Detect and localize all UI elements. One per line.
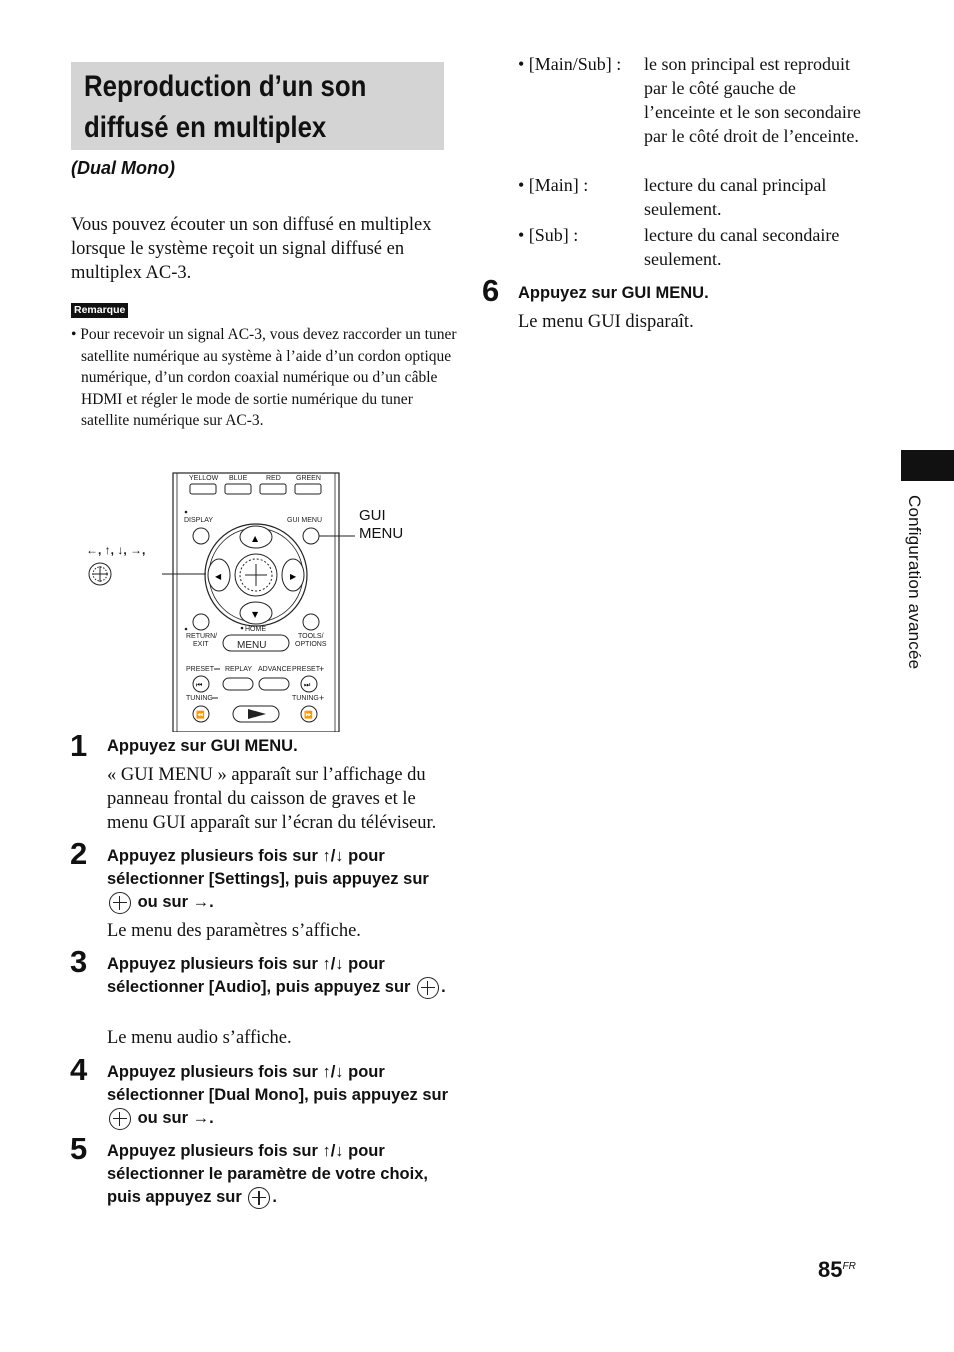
svg-text:⏩: ⏩ bbox=[304, 711, 313, 719]
menu-label: MENU bbox=[237, 640, 267, 651]
exit-label: EXIT bbox=[193, 641, 209, 648]
step-5-number: 5 bbox=[70, 1131, 88, 1166]
yellow-label: YELLOW bbox=[189, 475, 219, 482]
gui-menu-label: GUI MENU bbox=[287, 517, 322, 524]
gui-callout-1: GUI bbox=[359, 507, 386, 524]
subtitle: (Dual Mono) bbox=[71, 158, 175, 178]
section-tab-label: Configuration avancée bbox=[905, 495, 924, 670]
step-2-text: Le menu des paramètres s’affiche. bbox=[107, 921, 361, 941]
red-label: RED bbox=[266, 475, 281, 482]
svg-text:▶: ▶ bbox=[290, 572, 297, 581]
green-label: GREEN bbox=[296, 475, 321, 482]
enter-pad-icon bbox=[417, 977, 439, 999]
tuning-minus-label: TUNING bbox=[186, 695, 213, 702]
page-number: $85^{FR}$ bbox=[818, 1257, 856, 1282]
option-main-key: • [Main] : bbox=[518, 175, 589, 195]
preset-minus-label: PRESET bbox=[186, 666, 215, 673]
title-box bbox=[71, 62, 444, 150]
step-4-heading: Appuyez plusieurs fois sur ↑/↓ pour sélectionner [Dual Mono], puis appuyez sur ou sur →. bbox=[107, 1061, 452, 1130]
return-button bbox=[193, 614, 209, 630]
svg-text:◀: ◀ bbox=[215, 572, 222, 581]
display-label: DISPLAY bbox=[184, 517, 214, 524]
step-4-number: 4 bbox=[70, 1052, 88, 1087]
preset-plus-label: PRESET bbox=[292, 666, 321, 673]
option-main-desc: lecture du canal principal seulement. bbox=[644, 175, 827, 219]
option-sub-key: • [Sub] : bbox=[518, 225, 579, 245]
page-title: Reproduction d’un son diffusé en multiplex bbox=[84, 70, 367, 144]
gui-menu-button bbox=[303, 528, 319, 544]
red-button bbox=[260, 484, 286, 494]
step-2-heading: Appuyez plusieurs fois sur ↑/↓ pour sélectionner [Settings], puis appuyez sur ou sur →. bbox=[107, 845, 452, 914]
enter-pad-icon bbox=[248, 1187, 270, 1209]
step-1-heading: Appuyez sur GUI MENU. bbox=[107, 737, 298, 755]
svg-text:⏮: ⏮ bbox=[196, 681, 203, 689]
step-1-text: « GUI MENU » apparaît sur l’affichage du panneau frontal du caisson de graves et le menu GUI apparaît sur l’écran du téléviseur. bbox=[107, 765, 437, 833]
replay-label: REPLAY bbox=[225, 666, 253, 673]
gui-callout-2: MENU bbox=[359, 525, 404, 542]
step-1-number: 1 bbox=[70, 728, 88, 763]
svg-text:⏭: ⏭ bbox=[304, 681, 311, 689]
tuning-plus-label: TUNING bbox=[292, 695, 319, 702]
step-3-text: Le menu audio s’affiche. bbox=[107, 1028, 292, 1048]
step-6-heading: Appuyez sur GUI MENU. bbox=[518, 284, 709, 302]
advance-label: ADVANCE bbox=[258, 666, 292, 673]
step-6-text: Le menu GUI disparaît. bbox=[518, 312, 694, 332]
replay-button bbox=[223, 678, 253, 690]
step-3-number: 3 bbox=[70, 944, 88, 979]
step-3-heading: Appuyez plusieurs fois sur ↑/↓ pour sélectionner [Audio], puis appuyez sur . bbox=[107, 953, 452, 999]
arrow-keys-callout: ←, ↑, ↓, →, bbox=[86, 543, 146, 557]
svg-text:+: + bbox=[319, 693, 325, 703]
svg-text:▲: ▲ bbox=[252, 534, 259, 543]
blue-button bbox=[225, 484, 251, 494]
step-6-number: 6 bbox=[482, 273, 500, 308]
option-main-sub-desc: le son principal est reproduit par le côté gauche de l’enceinte et le son secondaire par le côté droit de l’enceinte. bbox=[644, 54, 861, 146]
blue-label: BLUE bbox=[229, 475, 248, 482]
svg-text:+: + bbox=[319, 664, 325, 674]
step-5-heading: Appuyez plusieurs fois sur ↑/↓ pour sélectionner le paramètre de votre choix, puis appuyez sur . bbox=[107, 1140, 452, 1209]
svg-text:▼: ▼ bbox=[252, 610, 259, 619]
options-label: OPTIONS bbox=[295, 641, 327, 648]
option-main-sub-key: • [Main/Sub] : bbox=[518, 54, 622, 74]
option-sub-desc: lecture du canal secondaire seulement. bbox=[644, 225, 840, 269]
intro-paragraph: Vous pouvez écouter un son diffusé en multiplex lorsque le système reçoit un signal diffusé en multiplex AC-3. bbox=[71, 215, 432, 283]
remarque-label: Remarque bbox=[71, 303, 128, 318]
note-text: • Pour recevoir un signal AC-3, vous devez raccorder un tuner satellite numérique au système à l’aide d’un cordon optique numérique, d’un cordon coaxial numérique ou d’un câble HDMI et régler le mode de sortie numérique du tuner satellite numérique sur AC-3. bbox=[71, 326, 457, 429]
enter-pad-icon bbox=[109, 1108, 131, 1130]
step-2-number: 2 bbox=[70, 836, 88, 871]
enter-pad-icon bbox=[109, 892, 131, 914]
display-button bbox=[193, 528, 209, 544]
remote-illustration bbox=[80, 470, 440, 732]
tools-button bbox=[303, 614, 319, 630]
advance-button bbox=[259, 678, 289, 690]
tools-label: TOOLS/ bbox=[298, 633, 324, 640]
green-button bbox=[295, 484, 321, 494]
home-label: HOME bbox=[245, 626, 266, 633]
svg-text:⏪: ⏪ bbox=[196, 711, 205, 719]
yellow-button bbox=[190, 484, 216, 494]
return-label: RETURN/ bbox=[186, 633, 218, 640]
section-tab-marker bbox=[901, 450, 954, 481]
